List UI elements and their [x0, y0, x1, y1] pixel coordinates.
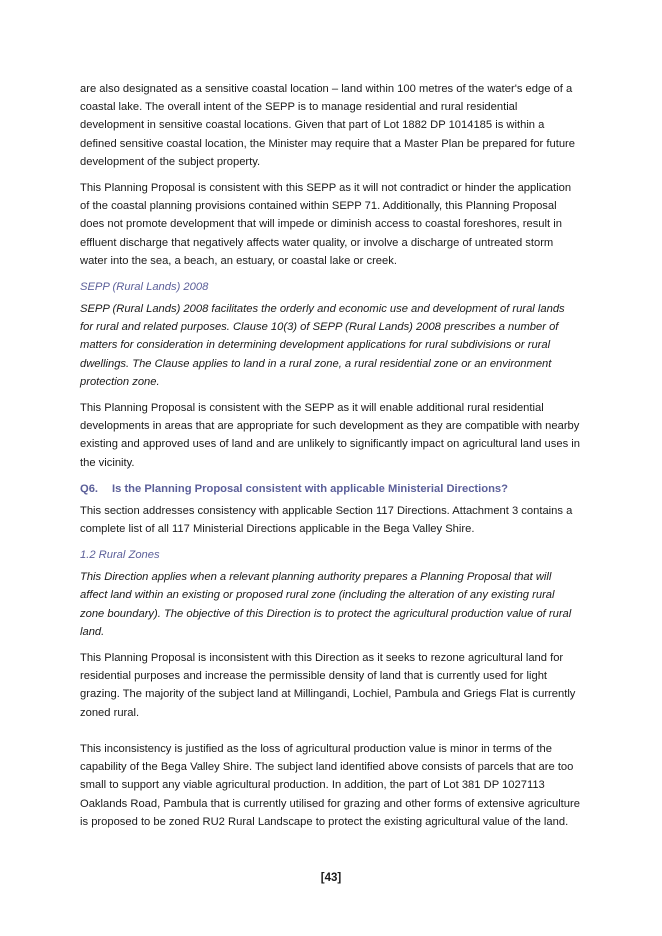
subheading-rural-zones: 1.2 Rural Zones — [80, 549, 160, 562]
question-text: Is the Planning Proposal consistent with applicable Ministerial Directions? — [112, 482, 508, 495]
subheading-sepp-rural-lands: SEPP (Rural Lands) 2008 — [80, 281, 209, 294]
paragraph-sepp71-consistency: This Planning Proposal is consistent with this SEPP as it will not contradict or hinder the application of the coastal planning provisions contained within SEPP 71. Additionally, this Planning Proposal does not promote development that will impede or diminish access to coastal foreshores, result in effluent discharge that negatively affects water quality, or involve a discharge of untreated storm water into the sea, a beach, an estuary, or coastal lake or creek. — [80, 182, 572, 267]
paragraph-rural-lands-consistency: This Planning Proposal is consistent with the SEPP as it will enable additional rural residential developments in areas that are appropriate for such development as they are compatible with nearby existing and approved uses of land and are unlikely to significantly impact on agricultural land uses in the vicinity. — [80, 402, 581, 469]
paragraph-rural-lands-description: SEPP (Rural Lands) 2008 facilitates the orderly and economic use and development of rural lands for rural and related purposes. Clause 10(3) of SEPP (Rural Lands) 2008 prescribes a number of matters for consideration in determining development applications for rural subdivisions or rural dwellings. The Clause applies to land in a rural zone, a rural residential zone or an environment protection zone. — [80, 303, 565, 388]
paragraph-section-117: This section addresses consistency with applicable Section 117 Directions. Attachment 3 contains a complete list of all 117 Ministerial Directions applicable in the Bega Valley Shire. — [80, 504, 573, 536]
spacer — [80, 730, 580, 740]
page-number: [43] — [320, 872, 342, 884]
paragraph-inconsistency-justification: This inconsistency is justified as the loss of agricultural production value is minor in terms of the capability of the Bega Valley Shire. The subject land identified above consists of parcels that are too small to support any viable agricultural production. In addition, the part of Lot 381 DP 1027113 Oaklands Road, Pambula that is currently utilised for grazing and other forms of extensive agriculture is proposed to be zoned RU2 Rural Landscape to protect the existing agricultural value of the land. — [80, 742, 580, 828]
paragraph-direction-inconsistency: This Planning Proposal is inconsistent with this Direction as it seeks to rezone agricultural land for residential purposes and increase the permissible density of land that is currently used for light grazing. The majority of the subject land at Millingandi, Lochiel, Pambula and Griegs Flat is currently zoned rural. — [80, 652, 576, 719]
paragraph-coastal-location: are also designated as a sensitive coastal location – land within 100 metres of the water's edge of a coastal lake. The overall intent of the SEPP is to manage residential and rural residential development in sensitive coastal locations. Given that part of Lot 1882 DP 1014185 is within a defined sensitive coastal location, the Minister may require that a Master Plan be prepared for future development of the subject property. — [80, 83, 575, 168]
paragraph-direction-description: This Direction applies when a relevant planning authority prepares a Planning Proposal that will affect land within an existing or proposed rural zone (including the alteration of any existing rural zone boundary). The objective of this Direction is to protect the agricultural production value of rural land. — [80, 571, 572, 638]
question-number: Q6. — [80, 482, 99, 495]
question-heading-q6 — [80, 480, 580, 498]
